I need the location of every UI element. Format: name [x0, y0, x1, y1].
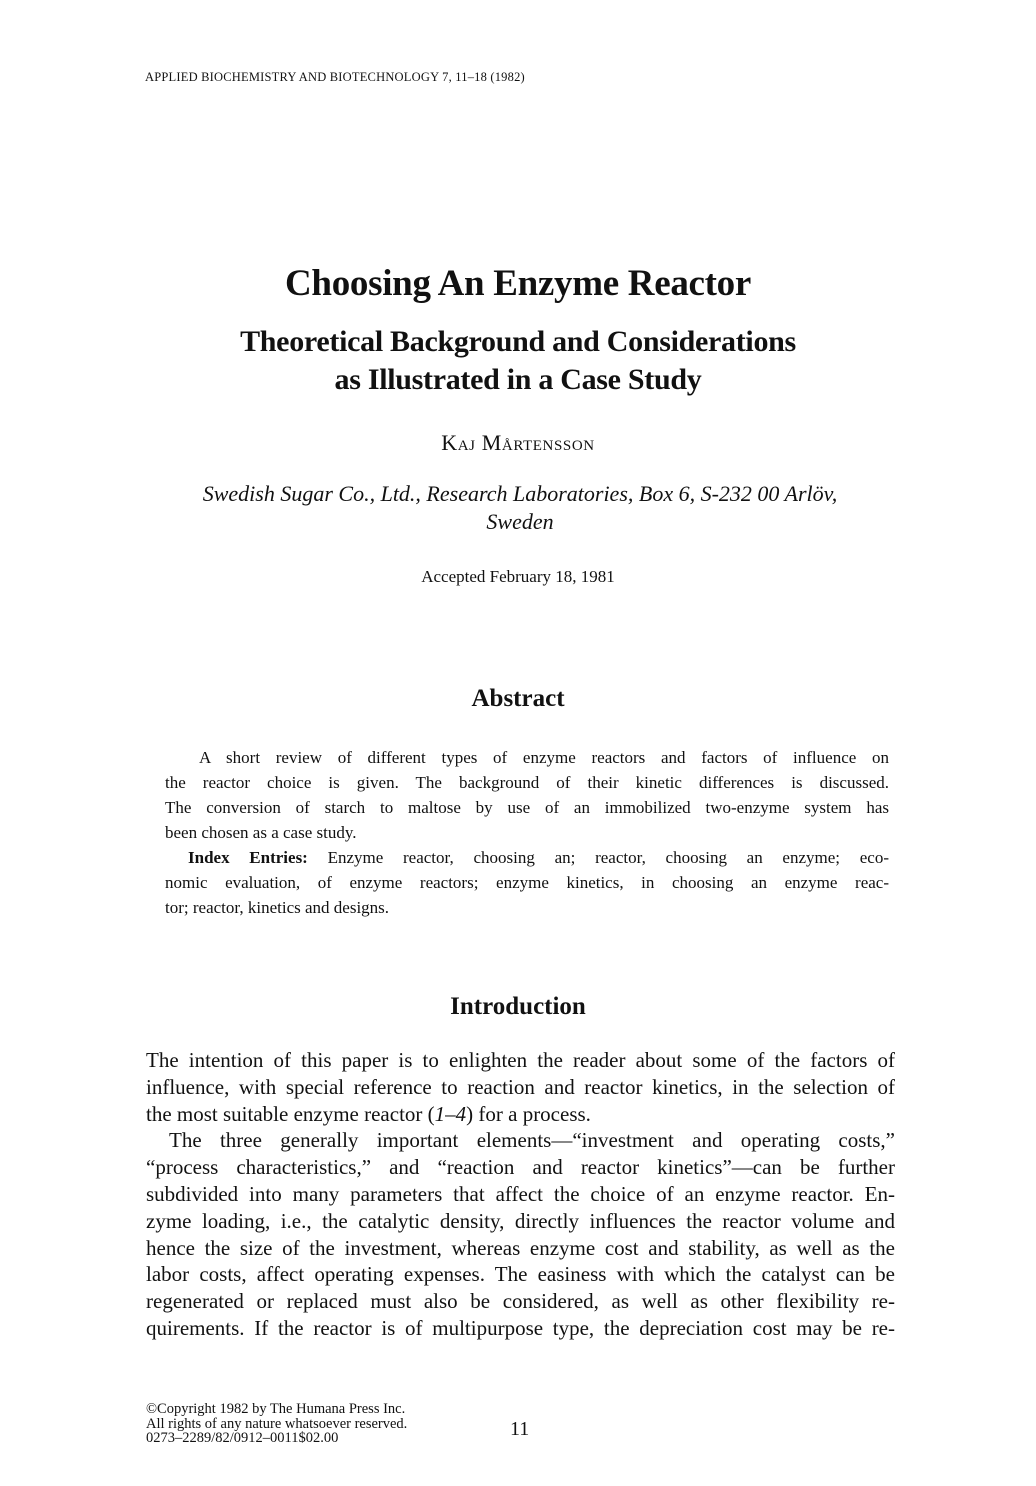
copyright-line: ©Copyright 1982 by The Humana Press Inc.: [146, 1401, 406, 1417]
subtitle-line: as Illustrated in a Case Study: [334, 363, 702, 396]
intro-line: hence the size of the investment, whereas enzyme cost and stability, as well as the: [146, 1235, 895, 1260]
introduction-heading: Introduction: [450, 993, 586, 1020]
abstract-heading: Abstract: [471, 685, 565, 712]
abstract-line: the reactor choice is given. The background of their kinetic differences is discussed.: [165, 773, 889, 792]
author-name: Kaj Mårtensson: [441, 430, 595, 455]
intro-line: labor costs, affect operating expenses. The easiness with which the catalyst can be: [146, 1262, 895, 1287]
affiliation-line: Sweden: [486, 509, 554, 534]
article-code: 0273–2289/82/0912–0011$02.00: [146, 1430, 339, 1447]
abstract-text: [165, 745, 889, 920]
intro-text: the most suitable enzyme reactor (: [146, 1101, 435, 1126]
intro-line: regenerated or replaced must also be considered, as well as other flexibility re-: [146, 1289, 895, 1314]
intro-line: influence, with special reference to reaction and reactor kinetics, in the selection of: [146, 1074, 895, 1099]
affiliation-line: Swedish Sugar Co., Ltd., Research Laboratories, Box 6, S-232 00 Arlöv,: [202, 481, 838, 506]
index-entries-line: [165, 845, 889, 870]
index-entries-text: Enzyme reactor, choosing an; reactor, choosing an enzyme; eco-: [327, 848, 889, 867]
accepted-date: Accepted February 18, 1981: [421, 567, 615, 586]
intro-line: subdivided into many parameters that affect the choice of an enzyme reactor. En-: [146, 1181, 895, 1206]
copyright-footer: [146, 1402, 407, 1446]
paper-title: Choosing An Enzyme Reactor: [285, 263, 751, 304]
intro-line: zyme loading, i.e., the catalytic density, directly influences the reactor volume and: [146, 1208, 895, 1233]
abstract-line: been chosen as a case study.: [165, 823, 357, 842]
intro-line: quirements. If the reactor is of multipurpose type, the depreciation cost may be re-: [146, 1315, 895, 1340]
intro-line: The intention of this paper is to enlighten the reader about some of the factors of: [146, 1048, 895, 1072]
intro-line: [146, 1101, 895, 1128]
index-entries-line: tor; reactor, kinetics and designs.: [165, 898, 390, 917]
intro-text: ) for a process.: [466, 1101, 591, 1126]
intro-line: The three generally important elements—“investment and operating costs,”: [169, 1128, 895, 1153]
paper-subtitle: [0, 323, 1036, 399]
index-entries-label: Index Entries:: [188, 848, 308, 867]
intro-line: “process characteristics,” and “reaction and reactor kinetics”—can be further: [146, 1155, 895, 1180]
running-head: APPLIED BIOCHEMISTRY AND BIOTECHNOLOGY 7, 11–18 (1982): [145, 70, 525, 84]
abstract-line: The conversion of starch to maltose by use of an immobilized two-enzyme system has: [165, 798, 889, 817]
citation-ref: 1–4: [434, 1101, 467, 1126]
subtitle-line: Theoretical Background and Considerations: [240, 325, 796, 358]
introduction-text: [146, 1047, 895, 1342]
index-entries-line: nomic evaluation, of enzyme reactors; enzyme kinetics, in choosing an enzyme reac-: [165, 873, 889, 892]
rights-line: All rights of any nature whatsoever reserved.: [146, 1415, 408, 1432]
index-entries: [165, 845, 889, 920]
page-number: 11: [510, 1418, 530, 1440]
abstract-paragraph: [165, 745, 889, 845]
intro-paragraph: [146, 1047, 895, 1127]
intro-paragraph: [146, 1127, 895, 1341]
author-affiliation: [145, 480, 895, 536]
abstract-line: A short review of different types of enzyme reactors and factors of influence on: [199, 748, 889, 767]
